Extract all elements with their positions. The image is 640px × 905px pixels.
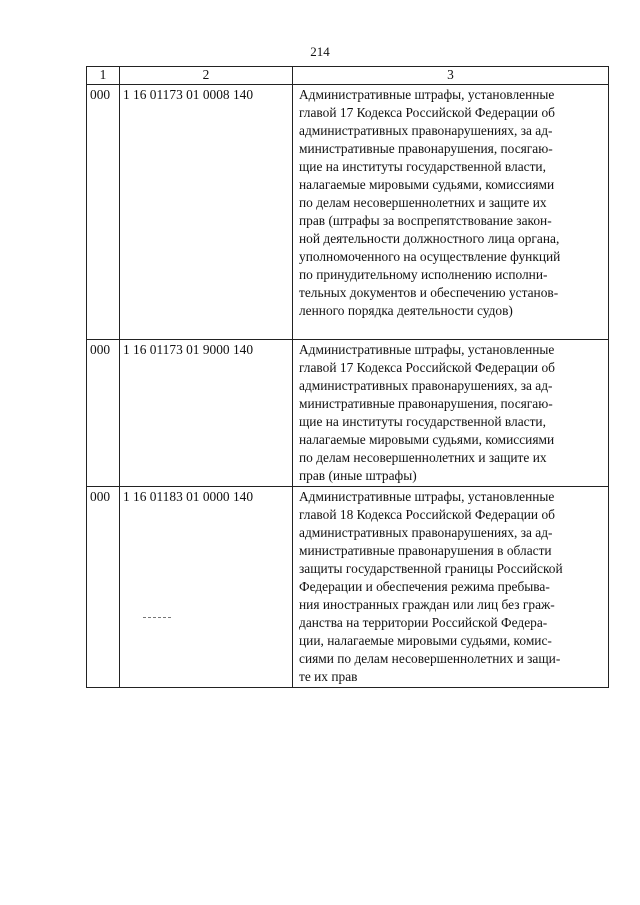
description-line: налагаемые мировыми судьями, комиссиями [299, 432, 555, 447]
description-line: министративные правонарушения в области [299, 543, 552, 558]
table-header-row [87, 67, 609, 85]
description-line: административных правонарушениях, за ад- [299, 123, 553, 138]
description-cell [293, 85, 609, 340]
budget-codes-table [86, 66, 609, 688]
description-line: главой 18 Кодекса Российской Федерации об [299, 507, 555, 522]
budget-classification-code-cell: 1 16 01173 01 9000 140 [120, 340, 293, 487]
description-line: прав (иные штрафы) [299, 468, 417, 483]
description-line: ния иностранных граждан или лиц без граж- [299, 597, 555, 612]
description-line: ции, налагаемые мировыми судьями, комис- [299, 633, 552, 648]
description-line: министративные правонарушения, посягаю- [299, 396, 553, 411]
page-number: 214 [310, 44, 330, 59]
description-line: ленного порядка деятельности судов) [299, 303, 513, 318]
column-header-3: 3 [293, 67, 609, 85]
description-cell [293, 487, 609, 688]
description-cell [293, 340, 609, 487]
description-line: данства на территории Российской Федера- [299, 615, 548, 630]
admin-code-cell: 000 [87, 487, 120, 688]
admin-code-cell: 000 [87, 340, 120, 487]
description-line: министративные правонарушения, посягаю- [299, 141, 553, 156]
scan-artifact-mark [143, 617, 171, 619]
description-line: по делам несовершеннолетних и защите их [299, 195, 547, 210]
description-line: налагаемые мировыми судьями, комиссиями [299, 177, 555, 192]
description-line: ной деятельности должностного лица органа, [299, 231, 560, 246]
budget-classification-code-cell: 1 16 01183 01 0000 140 [120, 487, 293, 688]
description-line: щие на институты государственной власти, [299, 159, 546, 174]
description-line: сиями по делам несовершеннолетних и защи- [299, 651, 561, 666]
table-row [87, 487, 609, 688]
description-line: защиты государственной границы Российской [299, 561, 563, 576]
description-line: уполномоченного на осуществление функций [299, 249, 561, 264]
description-line: административных правонарушениях, за ад- [299, 525, 553, 540]
description-line: Административные штрафы, установленные [299, 489, 555, 504]
column-header-1: 1 [87, 67, 120, 85]
description-line: те их прав [299, 669, 358, 684]
description-line: прав (штрафы за воспрепятствование закон- [299, 213, 552, 228]
description-line: главой 17 Кодекса Российской Федерации об [299, 105, 555, 120]
table-row [87, 85, 609, 340]
budget-classification-code-cell: 1 16 01173 01 0008 140 [120, 85, 293, 340]
description-line: Административные штрафы, установленные [299, 342, 555, 357]
column-header-2: 2 [120, 67, 293, 85]
description-line: главой 17 Кодекса Российской Федерации об [299, 360, 555, 375]
description-line: щие на институты государственной власти, [299, 414, 546, 429]
description-line: по принудительному исполнению исполни- [299, 267, 548, 282]
description-line: Федерации и обеспечения режима пребыва- [299, 579, 550, 594]
table-row [87, 340, 609, 487]
description-line: административных правонарушениях, за ад- [299, 378, 553, 393]
description-line: по делам несовершеннолетних и защите их [299, 450, 547, 465]
description-line: тельных документов и обеспечению установ- [299, 285, 559, 300]
description-line: Административные штрафы, установленные [299, 87, 555, 102]
admin-code-cell: 000 [87, 85, 120, 340]
